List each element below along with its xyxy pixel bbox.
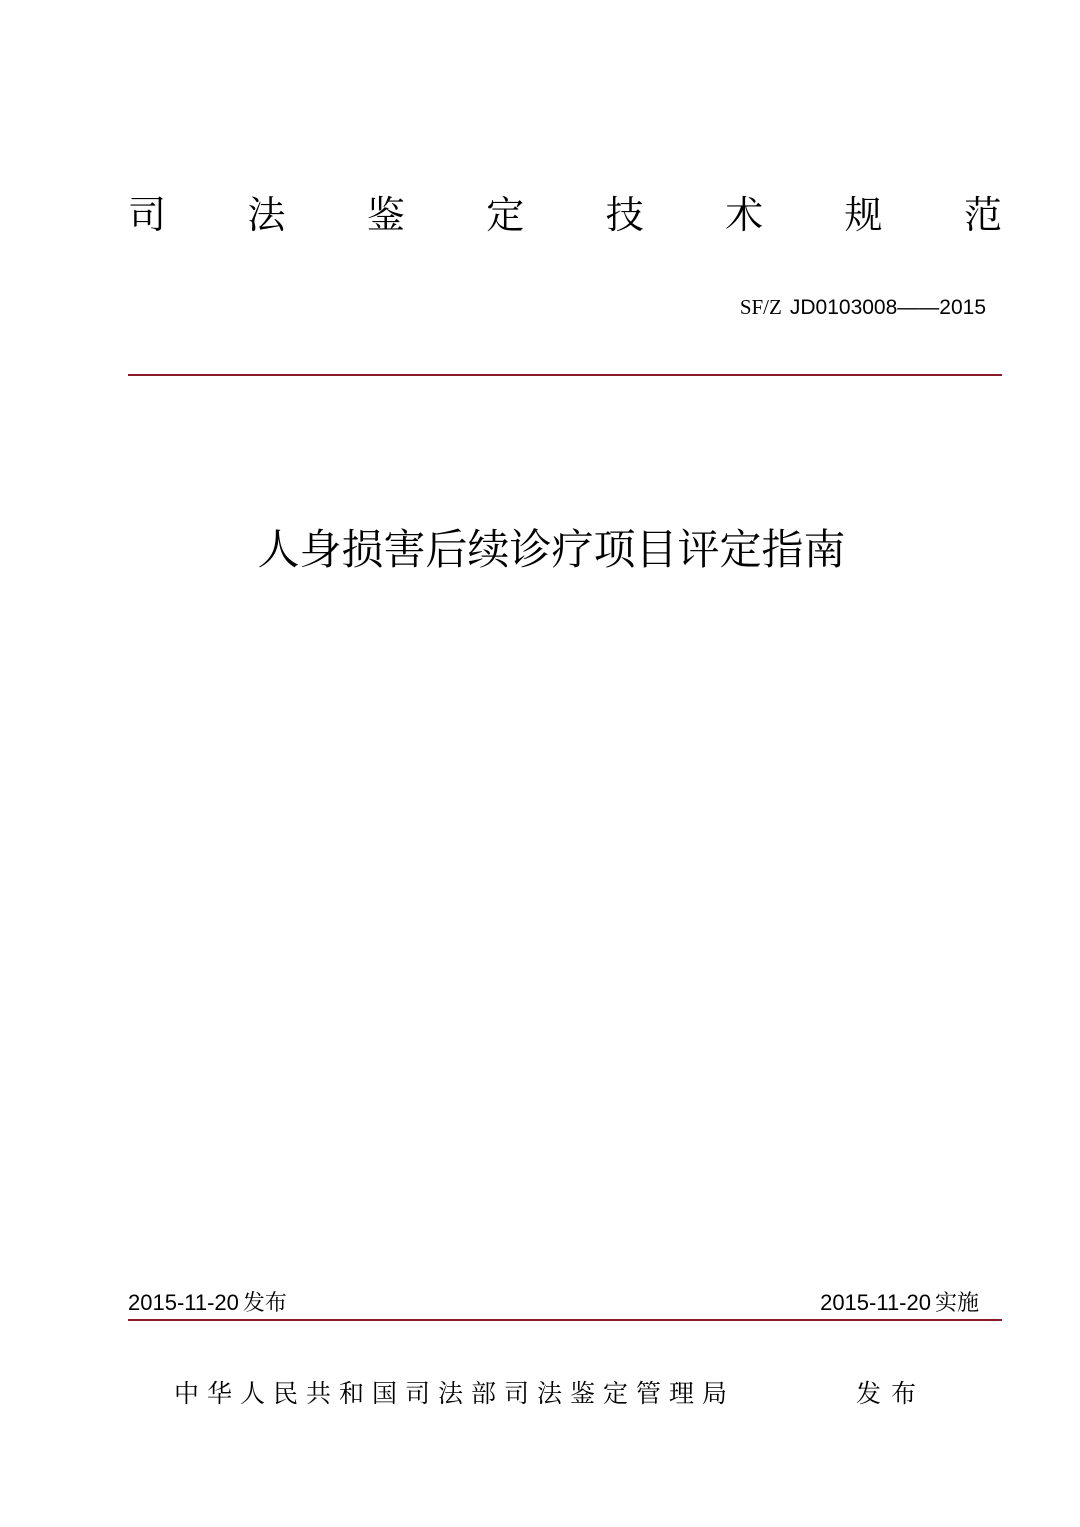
- series-char: 法: [247, 193, 286, 237]
- series-char: 定: [486, 193, 525, 237]
- issue-date-value: 2015-11-20: [128, 1290, 239, 1315]
- effective-date-label: 实施: [934, 1291, 979, 1316]
- bottom-divider: [128, 1319, 1002, 1321]
- top-divider: [128, 374, 1002, 376]
- series-char: 司: [128, 193, 167, 237]
- standard-number-prefix: SF/Z: [739, 295, 782, 319]
- series-char: 术: [725, 193, 764, 237]
- issue-date: [128, 1287, 287, 1320]
- series-char: 鉴: [366, 193, 405, 237]
- standard-number: [740, 292, 986, 323]
- publish-label: 发布: [856, 1379, 927, 1408]
- standard-number-code: JD0103008——2015: [789, 296, 986, 319]
- issue-date-label: 发布: [242, 1291, 287, 1316]
- effective-date: [820, 1287, 979, 1320]
- document-title: 人身损害后续诊疗项目评定指南: [257, 525, 846, 574]
- standard-series-title: [128, 188, 1002, 242]
- effective-date-value: 2015-11-20: [820, 1290, 931, 1315]
- series-char: 技: [605, 193, 644, 237]
- series-char: 范: [963, 193, 1002, 237]
- series-char: 规: [844, 193, 883, 237]
- publisher-name: 中华人民共和国司法部司法鉴定管理局: [174, 1379, 736, 1408]
